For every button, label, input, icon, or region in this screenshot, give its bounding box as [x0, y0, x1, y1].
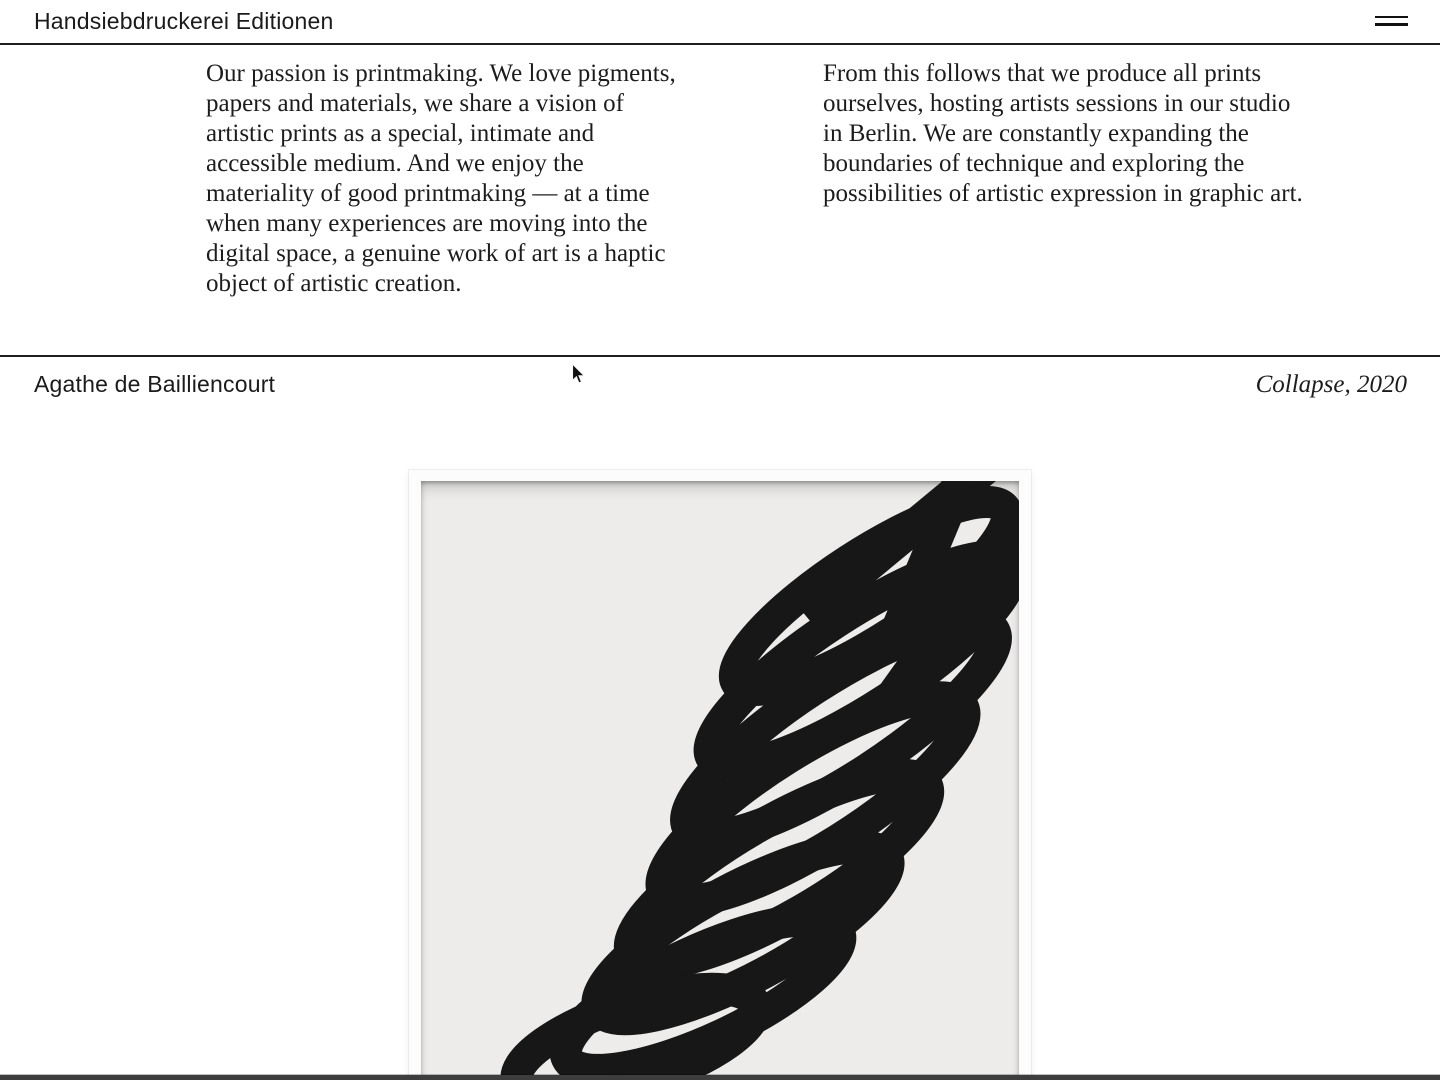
artwork-frame[interactable]	[409, 470, 1031, 1080]
artwork-image[interactable]	[421, 481, 1019, 1080]
text-line: digital space, a genuine work of art is a haptic	[206, 240, 666, 267]
intro-section	[0, 45, 1440, 355]
text-line: boundaries of technique and exploring the	[823, 150, 1245, 177]
menu-bar-top	[1375, 16, 1408, 19]
hamburger-menu-icon[interactable]	[1375, 16, 1408, 26]
text-line: From this follows that we produce all prints	[823, 60, 1262, 87]
text-line: in Berlin. We are constantly expanding the	[823, 120, 1249, 147]
artist-name-link[interactable]: Agathe de Bailliencourt	[34, 370, 276, 397]
text-line: when many experiences are moving into the	[206, 210, 648, 237]
text-line: papers and materials, we share a vision of	[206, 90, 624, 117]
bottom-section-edge	[0, 1075, 1440, 1080]
intro-paragraph-left	[206, 59, 676, 299]
text-line: possibilities of artistic expression in graphic art.	[823, 180, 1303, 207]
artwork-title: Collapse, 2020	[1255, 370, 1407, 398]
scribble-artwork-graphic	[421, 481, 1019, 1080]
artwork-frame-wrap	[0, 470, 1440, 1080]
credit-row	[0, 357, 1440, 403]
text-line: materiality of good printmaking — at a time	[206, 180, 650, 207]
text-line: Our passion is printmaking. We love pigments,	[206, 60, 676, 87]
text-line: artistic prints as a special, intimate and	[206, 120, 595, 147]
site-title[interactable]: Handsiebdruckerei Editionen	[34, 8, 334, 34]
menu-bar-bottom	[1375, 23, 1408, 26]
site-header	[0, 0, 1440, 45]
intro-paragraph-right	[823, 59, 1303, 209]
text-line: accessible medium. And we enjoy the	[206, 150, 584, 177]
text-line: ourselves, hosting artists sessions in our studio	[823, 90, 1291, 117]
artwork-section	[0, 357, 1440, 1080]
text-line: object of artistic creation.	[206, 270, 462, 297]
